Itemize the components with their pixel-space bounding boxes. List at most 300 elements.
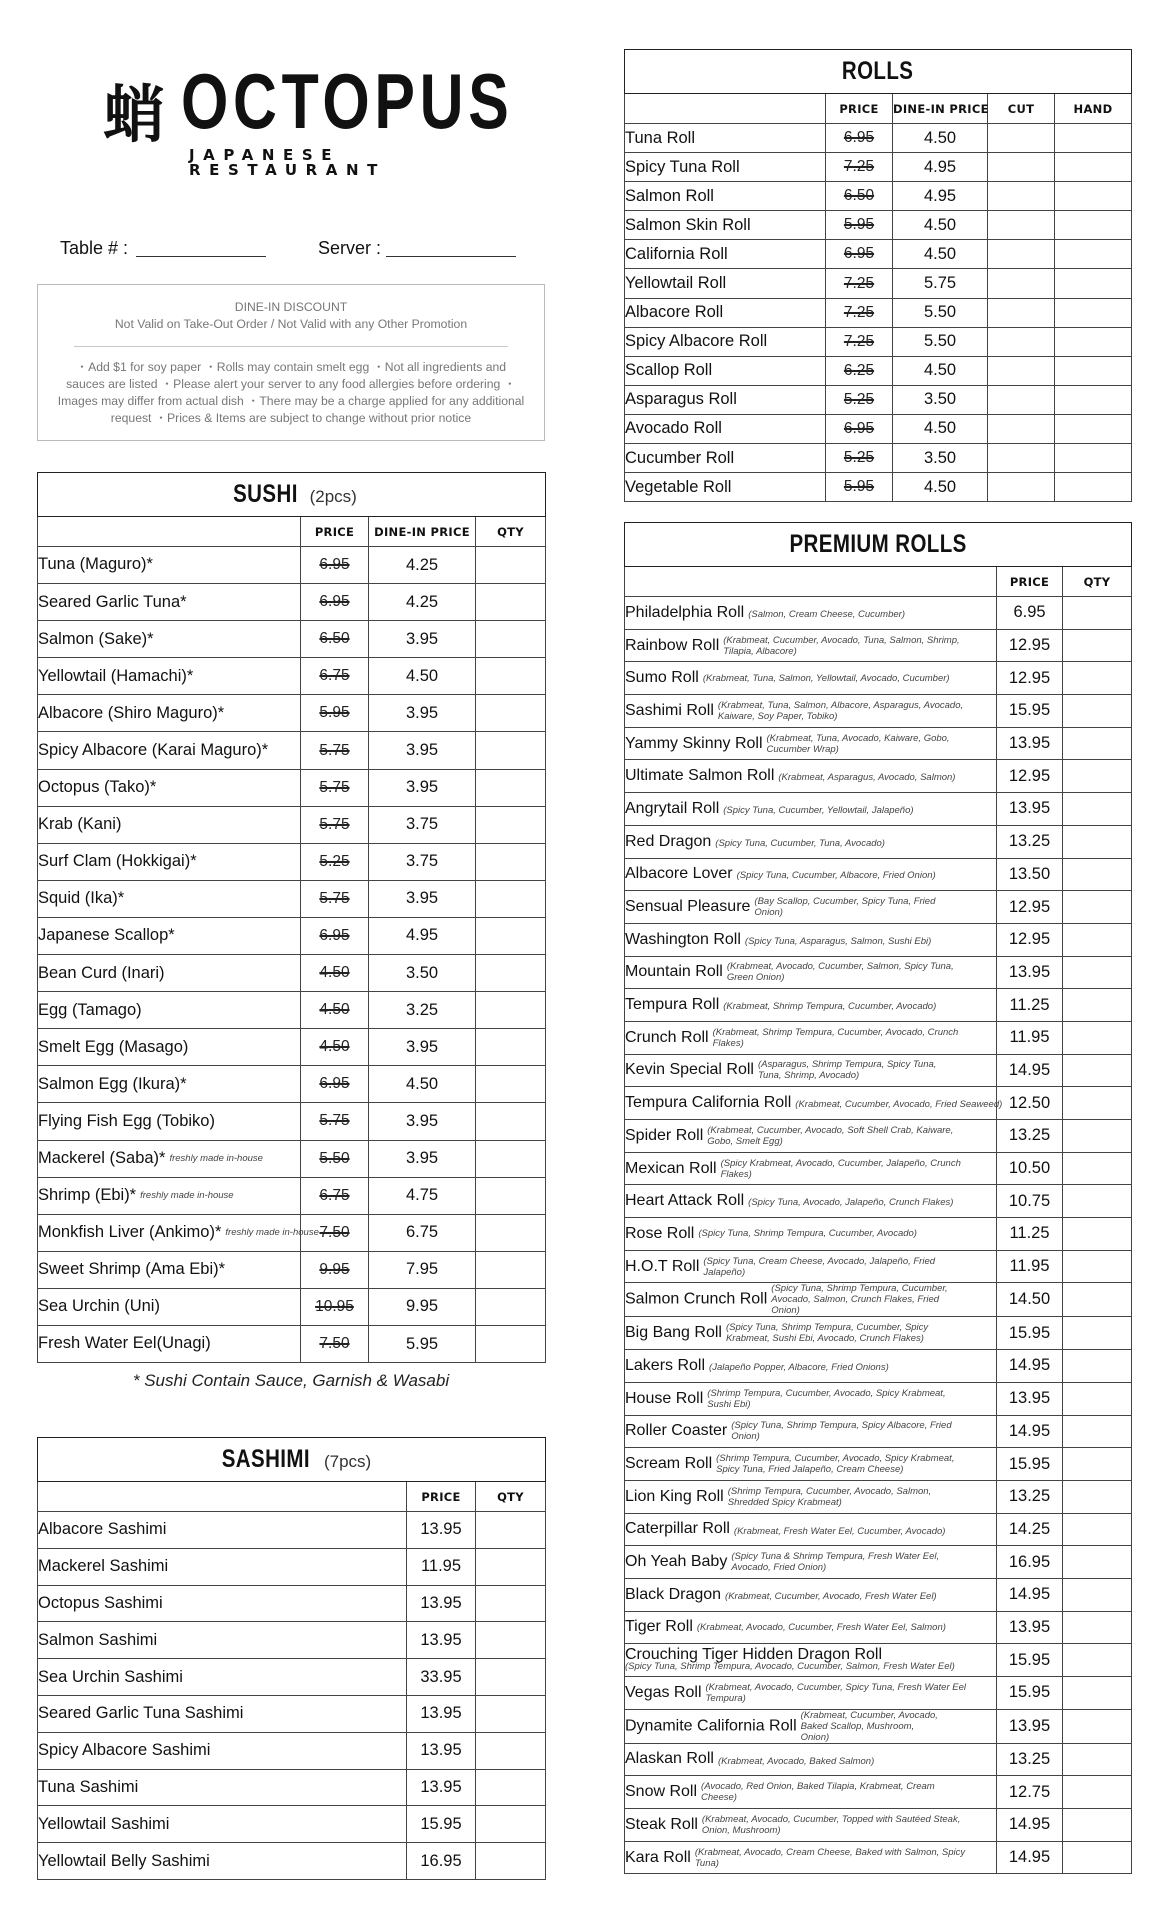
sushi-row (38, 1103, 546, 1140)
premium-item-price: 14.95 (997, 1841, 1063, 1874)
sushi-row (38, 1177, 546, 1214)
premium-qty-cell[interactable] (1063, 1677, 1132, 1710)
premium-item-name (625, 1218, 997, 1251)
sashimi-row (38, 1695, 546, 1732)
premium-item-price: 10.50 (997, 1152, 1063, 1185)
roll-item-name: California Roll (625, 240, 826, 269)
premium-row (625, 1677, 1132, 1710)
premium-qty-cell[interactable] (1063, 923, 1132, 956)
premium-item-price: 16.95 (997, 1546, 1063, 1579)
premium-row (625, 629, 1132, 662)
roll-cut-cell[interactable] (988, 269, 1055, 298)
roll-item-price-value: 6.95 (843, 129, 875, 147)
premium-row (625, 760, 1132, 793)
premium-item-price: 13.25 (997, 1120, 1063, 1153)
premium-item-price: 12.95 (997, 923, 1063, 956)
roll-item-dinein-price: 4.95 (893, 182, 988, 211)
sushi-qty-cell[interactable] (476, 1325, 546, 1362)
premium-item-name (625, 989, 997, 1022)
sushi-qty-cell[interactable] (476, 1140, 546, 1177)
premium-row (625, 1578, 1132, 1611)
premium-row (625, 727, 1132, 760)
premium-item-label: H.O.T Roll (625, 1257, 700, 1275)
premium-qty-cell[interactable] (1063, 1250, 1132, 1283)
roll-cut-cell[interactable] (988, 444, 1055, 473)
roll-item-name: Scallop Roll (625, 356, 826, 385)
sushi-qty-cell[interactable] (476, 1103, 546, 1140)
sashimi-qty-cell[interactable] (476, 1843, 546, 1880)
sushi-qty-cell[interactable] (476, 732, 546, 769)
premium-item-desc: (Krabmeat, Fresh Water Eel, Cucumber, Avocado) (733, 1525, 946, 1537)
premium-item-name (625, 1283, 997, 1317)
sushi-item-price (301, 621, 369, 658)
premium-qty-cell[interactable] (1063, 1578, 1132, 1611)
premium-qty-cell[interactable] (1063, 1152, 1132, 1185)
rolls-row (625, 269, 1132, 298)
premium-item-desc: (Spicy Tuna, Avocado, Jalapeño, Crunch Flakes) (748, 1197, 954, 1209)
premium-item-label: Kara Roll (625, 1848, 691, 1866)
roll-hand-cell[interactable] (1055, 182, 1132, 211)
sushi-item-price-value: 6.95 (319, 1075, 350, 1093)
roll-item-dinein-price: 5.50 (893, 298, 988, 327)
sashimi-item-price: 11.95 (407, 1548, 476, 1585)
premium-row (625, 1709, 1132, 1743)
roll-item-price-value: 7.25 (843, 274, 875, 292)
premium-qty-cell[interactable] (1063, 662, 1132, 695)
sashimi-qty-cell[interactable] (476, 1769, 546, 1806)
premium-item-label: Vegas Roll (625, 1683, 702, 1701)
sushi-item-note: freshly made in-house (169, 1152, 263, 1164)
sashimi-item-price: 13.95 (407, 1695, 476, 1732)
premium-item-name (625, 858, 997, 891)
premium-item-price: 15.95 (997, 1448, 1063, 1481)
sashimi-row (38, 1548, 546, 1585)
premium-item-label: Snow Roll (625, 1783, 698, 1801)
sushi-qty-cell[interactable] (476, 806, 546, 843)
logo-subtitle: JAPANESE RESTAURANT (189, 146, 386, 179)
sushi-item-price-value: 9.95 (319, 1260, 350, 1278)
sushi-item-price-value: 5.75 (319, 1112, 350, 1130)
roll-item-dinein-price: 4.50 (893, 473, 988, 502)
dine-in-discount-notice (37, 284, 545, 441)
sushi-row (38, 1066, 546, 1103)
sushi-qty-cell[interactable] (476, 843, 546, 880)
roll-hand-cell[interactable] (1055, 444, 1132, 473)
premium-row (625, 1415, 1132, 1448)
table-label: Table # : (60, 238, 129, 258)
premium-qty-cell[interactable] (1063, 1611, 1132, 1644)
premium-qty-cell[interactable] (1063, 629, 1132, 662)
premium-item-price: 12.75 (997, 1776, 1063, 1809)
premium-item-desc: (Spicy Tuna, Shrimp Tempura, Avocado, Cucumber, Salmon, Fresh Water Eel) (625, 1661, 955, 1673)
sashimi-item-price: 33.95 (407, 1659, 476, 1696)
premium-qty-cell[interactable] (1063, 1776, 1132, 1809)
sushi-item-price-value: 6.95 (319, 556, 350, 574)
premium-item-price: 13.50 (997, 858, 1063, 891)
premium-qty-cell[interactable] (1063, 1546, 1132, 1579)
roll-cut-cell[interactable] (988, 298, 1055, 327)
sushi-qty-cell[interactable] (476, 658, 546, 695)
sushi-item-name (38, 1325, 301, 1362)
premium-item-desc: (Spicy Tuna, Cucumber, Albacore, Fried Onion) (736, 870, 936, 882)
sushi-qty-cell[interactable] (476, 621, 546, 658)
premium-item-name (625, 1709, 997, 1743)
sashimi-qty-cell[interactable] (476, 1512, 546, 1549)
roll-item-price-value: 6.50 (843, 187, 875, 205)
sushi-item-note: freshly made in-house (140, 1189, 234, 1201)
sushi-qty-cell[interactable] (476, 1288, 546, 1325)
premium-item-name (625, 695, 997, 728)
rolls-row (625, 240, 1132, 269)
premium-item-label: Spider Roll (625, 1126, 704, 1144)
premium-qty-cell[interactable] (1063, 695, 1132, 728)
premium-qty-cell[interactable] (1063, 1283, 1132, 1317)
premium-item-label: Philadelphia Roll (625, 603, 745, 621)
premium-qty-cell[interactable] (1063, 1513, 1132, 1546)
roll-item-name: Albacore Roll (625, 298, 826, 327)
rolls-title: ROLLS (625, 50, 1132, 94)
roll-hand-cell[interactable] (1055, 269, 1132, 298)
premium-row (625, 1513, 1132, 1546)
sashimi-title: SASHIMI (7pcs) (38, 1438, 546, 1482)
roll-item-price (826, 124, 893, 153)
premium-qty-cell[interactable] (1063, 1218, 1132, 1251)
premium-qty-cell[interactable] (1063, 760, 1132, 793)
premium-item-price: 13.95 (997, 1611, 1063, 1644)
premium-item-label: Scream Roll (625, 1455, 713, 1473)
premium-item-price: 13.95 (997, 793, 1063, 826)
sushi-item-price (301, 658, 369, 695)
sushi-item-price (301, 917, 369, 954)
premium-row (625, 825, 1132, 858)
roll-cut-cell[interactable] (988, 211, 1055, 240)
premium-qty-cell[interactable] (1063, 1317, 1132, 1350)
premium-item-price: 14.50 (997, 1283, 1063, 1317)
sashimi-qty-cell[interactable] (476, 1622, 546, 1659)
premium-item-name (625, 1350, 997, 1383)
sashimi-item-name: Yellowtail Sashimi (38, 1806, 407, 1843)
rolls-col-cut: CUT (988, 94, 1055, 124)
sushi-item-name (38, 1029, 301, 1066)
sushi-item-dinein-price: 4.75 (369, 1177, 476, 1214)
premium-item-label: Washington Roll (625, 930, 741, 948)
roll-item-price-value: 5.95 (843, 478, 875, 496)
roll-cut-cell[interactable] (988, 473, 1055, 502)
roll-item-name: Salmon Skin Roll (625, 211, 826, 240)
premium-qty-cell[interactable] (1063, 1448, 1132, 1481)
sushi-item-label: Sea Urchin (Uni) (38, 1297, 160, 1316)
premium-qty-cell[interactable] (1063, 1185, 1132, 1218)
sushi-row (38, 695, 546, 732)
sushi-item-price (301, 547, 369, 584)
roll-cut-cell[interactable] (988, 240, 1055, 269)
sashimi-item-price: 13.95 (407, 1622, 476, 1659)
premium-item-desc: (Krabmeat, Tuna, Avocado, Kaiware, Gobo, Cucumber Wrap) (766, 732, 950, 755)
premium-qty-cell[interactable] (1063, 1054, 1132, 1087)
sushi-item-price-value: 7.50 (319, 1335, 350, 1353)
roll-hand-cell[interactable] (1055, 414, 1132, 443)
sushi-item-price (301, 769, 369, 806)
premium-qty-cell[interactable] (1063, 1841, 1132, 1874)
rolls-col-hand: HAND (1055, 94, 1132, 124)
rolls-row (625, 327, 1132, 356)
sushi-item-price-value: 10.95 (315, 1297, 354, 1315)
premium-qty-cell[interactable] (1063, 793, 1132, 826)
notice-body: ・Add $1 for soy paper ・Rolls may contain smelt egg ・Not all ingredients and sauces are listed ・Please alert your server to any food allergies before ordering ・Images may differ from actual dish ・There may be a charge applied for any additional request ・Prices & Items are subject to change without prior notice (57, 360, 525, 425)
sashimi-col-qty: QTY (476, 1482, 546, 1512)
sushi-item-dinein-price: 3.95 (369, 1103, 476, 1140)
rolls-row (625, 211, 1132, 240)
premium-qty-cell[interactable] (1063, 1415, 1132, 1448)
sushi-item-label: Salmon (Sake)* (38, 629, 154, 648)
sushi-qty-cell[interactable] (476, 769, 546, 806)
premium-item-label: Heart Attack Roll (625, 1192, 745, 1210)
sushi-item-name (38, 1251, 301, 1288)
premium-row (625, 858, 1132, 891)
premium-item-name (625, 1317, 997, 1350)
premium-item-desc: (Jalapeño Popper, Albacore, Fried Onions) (709, 1362, 889, 1374)
premium-item-name (625, 1743, 997, 1776)
roll-cut-cell[interactable] (988, 414, 1055, 443)
premium-row (625, 1250, 1132, 1283)
roll-item-name: Spicy Tuna Roll (625, 153, 826, 182)
roll-item-price-value: 7.25 (843, 158, 875, 176)
sushi-row (38, 1140, 546, 1177)
sashimi-item-name: Sea Urchin Sashimi (38, 1659, 407, 1696)
roll-item-dinein-price: 3.50 (893, 444, 988, 473)
premium-item-desc: (Krabmeat, Tuna, Salmon, Albacore, Asparagus, Avocado, Kaiware, Soy Paper, Tobiko) (717, 699, 964, 722)
premium-qty-cell[interactable] (1063, 1021, 1132, 1054)
sushi-item-dinein-price: 4.50 (369, 658, 476, 695)
sushi-item-name (38, 769, 301, 806)
roll-hand-cell[interactable] (1055, 153, 1132, 182)
premium-qty-cell[interactable] (1063, 825, 1132, 858)
roll-hand-cell[interactable] (1055, 298, 1132, 327)
sushi-qty-cell[interactable] (476, 917, 546, 954)
roll-cut-cell[interactable] (988, 153, 1055, 182)
sushi-row (38, 992, 546, 1029)
sushi-item-label: Surf Clam (Hokkigai)* (38, 852, 197, 871)
table-number-blank (136, 256, 266, 257)
rolls-row (625, 153, 1132, 182)
premium-item-price: 13.95 (997, 1709, 1063, 1743)
sushi-item-label: Smelt Egg (Masago) (38, 1037, 189, 1056)
sashimi-item-name: Mackerel Sashimi (38, 1548, 407, 1585)
premium-row (625, 1087, 1132, 1120)
sushi-item-dinein-price: 3.95 (369, 621, 476, 658)
premium-item-desc: (Shrimp Tempura, Cucumber, Avocado, Spicy Krabmeat, Spicy Tuna, Fried Jalapeño, Cream Cheese) (716, 1453, 955, 1476)
sushi-item-price-value: 6.95 (319, 593, 350, 611)
premium-item-price: 13.25 (997, 1480, 1063, 1513)
sashimi-qty-cell[interactable] (476, 1732, 546, 1769)
sushi-item-label: Fresh Water Eel(Unagi) (38, 1334, 211, 1353)
premium-item-name (625, 1513, 997, 1546)
premium-item-desc: (Krabmeat, Shrimp Tempura, Cucumber, Avocado) (723, 1001, 937, 1013)
sushi-qty-cell[interactable] (476, 547, 546, 584)
premium-item-desc: (Spicy Tuna, Cucumber, Yellowtail, Jalapeño) (723, 805, 914, 817)
premium-item-label: Dynamite California Roll (625, 1717, 797, 1735)
premium-item-desc: (Spicy Krabmeat, Avocado, Cucumber, Jalapeño, Crunch Flakes) (720, 1157, 961, 1180)
premium-item-desc: (Krabmeat, Asparagus, Avocado, Salmon) (778, 772, 956, 784)
premium-item-price: 14.25 (997, 1513, 1063, 1546)
sashimi-item-name: Tuna Sashimi (38, 1769, 407, 1806)
sushi-item-name (38, 1103, 301, 1140)
roll-item-dinein-price: 4.95 (893, 153, 988, 182)
roll-item-name: Cucumber Roll (625, 444, 826, 473)
sushi-item-price (301, 880, 369, 917)
sushi-qty-cell[interactable] (476, 695, 546, 732)
premium-qty-cell[interactable] (1063, 1644, 1132, 1677)
sushi-item-price (301, 695, 369, 732)
roll-item-price (826, 327, 893, 356)
roll-item-price-value: 5.25 (843, 449, 875, 467)
sashimi-qty-cell[interactable] (476, 1695, 546, 1732)
premium-item-name (625, 1480, 997, 1513)
premium-item-desc: (Spicy Tuna & Shrimp Tempura, Fresh Water Eel, Avocado, Fried Onion) (731, 1551, 940, 1574)
sushi-item-name (38, 843, 301, 880)
sushi-item-dinein-price: 7.95 (369, 1251, 476, 1288)
sushi-qty-cell[interactable] (476, 584, 546, 621)
sushi-item-name (38, 621, 301, 658)
premium-qty-cell[interactable] (1063, 1120, 1132, 1153)
premium-qty-cell[interactable] (1063, 1087, 1132, 1120)
premium-item-name (625, 597, 997, 630)
roll-cut-cell[interactable] (988, 124, 1055, 153)
premium-row (625, 1644, 1132, 1677)
roll-item-dinein-price: 3.50 (893, 385, 988, 414)
premium-item-desc: (Shrimp Tempura, Cucumber, Avocado, Spicy Krabmeat, Sushi Ebi) (707, 1387, 946, 1410)
premium-qty-cell[interactable] (1063, 858, 1132, 891)
premium-qty-cell[interactable] (1063, 1709, 1132, 1743)
premium-qty-cell[interactable] (1063, 1350, 1132, 1383)
roll-hand-cell[interactable] (1055, 211, 1132, 240)
premium-item-price: 14.95 (997, 1578, 1063, 1611)
roll-item-price-value: 6.95 (843, 245, 875, 263)
sushi-qty-cell[interactable] (476, 1214, 546, 1251)
premium-qty-cell[interactable] (1063, 891, 1132, 924)
sushi-item-dinein-price: 4.25 (369, 584, 476, 621)
premium-item-name (625, 1185, 997, 1218)
premium-item-label: Rose Roll (625, 1224, 695, 1242)
sushi-qty-cell[interactable] (476, 1029, 546, 1066)
roll-hand-cell[interactable] (1055, 356, 1132, 385)
premium-qty-cell[interactable] (1063, 1382, 1132, 1415)
sushi-item-label: Seared Garlic Tuna* (38, 592, 187, 611)
sushi-qty-cell[interactable] (476, 955, 546, 992)
sushi-item-label: Japanese Scallop* (38, 926, 175, 945)
premium-qty-cell[interactable] (1063, 1809, 1132, 1842)
sashimi-qty-cell[interactable] (476, 1585, 546, 1622)
roll-hand-cell[interactable] (1055, 473, 1132, 502)
sashimi-col-price: PRICE (407, 1482, 476, 1512)
premium-item-label: Alaskan Roll (625, 1750, 714, 1768)
rolls-row (625, 124, 1132, 153)
roll-hand-cell[interactable] (1055, 327, 1132, 356)
premium-qty-cell[interactable] (1063, 956, 1132, 989)
premium-item-name (625, 891, 997, 924)
sashimi-qty-cell[interactable] (476, 1659, 546, 1696)
sushi-qty-cell[interactable] (476, 1177, 546, 1214)
sushi-item-price (301, 1325, 369, 1362)
premium-qty-cell[interactable] (1063, 1743, 1132, 1776)
logo-kanji: 蛸 (103, 78, 166, 151)
premium-row (625, 1218, 1132, 1251)
notice-divider (74, 346, 508, 347)
premium-item-desc: (Spicy Tuna, Cucumber, Tuna, Avocado) (715, 837, 885, 849)
roll-cut-cell[interactable] (988, 327, 1055, 356)
premium-item-name (625, 727, 997, 760)
premium-row (625, 1021, 1132, 1054)
roll-item-name: Avocado Roll (625, 414, 826, 443)
premium-qty-cell[interactable] (1063, 1480, 1132, 1513)
roll-hand-cell[interactable] (1055, 124, 1132, 153)
sushi-qty-cell[interactable] (476, 880, 546, 917)
sushi-col-name (38, 517, 301, 547)
rolls-table (624, 49, 1132, 502)
premium-col-price: PRICE (997, 567, 1063, 597)
sashimi-qty-cell[interactable] (476, 1806, 546, 1843)
roll-hand-cell[interactable] (1055, 240, 1132, 269)
premium-item-desc: (Krabmeat, Cucumber, Avocado, Fried Seaweed) (795, 1099, 1003, 1111)
premium-item-desc: (Krabmeat, Cucumber, Avocado, Soft Shell Crab, Kaiware, Gobo, Smelt Egg) (707, 1124, 954, 1147)
premium-item-desc: (Krabmeat, Cucumber, Avocado, Baked Scallop, Mushroom, Onion) (800, 1709, 938, 1743)
premium-row (625, 1054, 1132, 1087)
sashimi-row (38, 1806, 546, 1843)
premium-row (625, 956, 1132, 989)
premium-item-price: 13.25 (997, 825, 1063, 858)
roll-hand-cell[interactable] (1055, 385, 1132, 414)
sashimi-item-name: Seared Garlic Tuna Sashimi (38, 1695, 407, 1732)
premium-item-price: 11.25 (997, 1218, 1063, 1251)
logo-wordmark: OCTOPUS (181, 57, 514, 145)
sashimi-row (38, 1622, 546, 1659)
sushi-item-dinein-price: 9.95 (369, 1288, 476, 1325)
premium-qty-cell[interactable] (1063, 727, 1132, 760)
premium-item-name (625, 1809, 997, 1842)
premium-item-price: 14.95 (997, 1415, 1063, 1448)
rolls-col-name (625, 94, 826, 124)
sushi-item-label: Salmon Egg (Ikura)* (38, 1074, 187, 1093)
rolls-col-dinein: DINE-IN PRICE (893, 94, 988, 124)
sashimi-qty-cell[interactable] (476, 1548, 546, 1585)
sushi-qty-cell[interactable] (476, 1066, 546, 1103)
roll-cut-cell[interactable] (988, 385, 1055, 414)
roll-cut-cell[interactable] (988, 356, 1055, 385)
premium-item-name (625, 629, 997, 662)
premium-qty-cell[interactable] (1063, 989, 1132, 1022)
rolls-row (625, 444, 1132, 473)
premium-item-name (625, 1120, 997, 1153)
premium-qty-cell[interactable] (1063, 597, 1132, 630)
premium-row (625, 662, 1132, 695)
sushi-item-dinein-price: 3.95 (369, 732, 476, 769)
premium-row (625, 923, 1132, 956)
roll-item-dinein-price: 4.50 (893, 124, 988, 153)
sushi-qty-cell[interactable] (476, 1251, 546, 1288)
roll-cut-cell[interactable] (988, 182, 1055, 211)
premium-item-label: Tempura Roll (625, 995, 720, 1013)
premium-row (625, 989, 1132, 1022)
premium-item-name (625, 1448, 997, 1481)
premium-item-name (625, 1546, 997, 1579)
roll-item-price (826, 298, 893, 327)
sushi-row (38, 769, 546, 806)
rolls-row (625, 473, 1132, 502)
sushi-item-price (301, 732, 369, 769)
sashimi-row (38, 1512, 546, 1549)
sushi-qty-cell[interactable] (476, 992, 546, 1029)
premium-item-name (625, 760, 997, 793)
